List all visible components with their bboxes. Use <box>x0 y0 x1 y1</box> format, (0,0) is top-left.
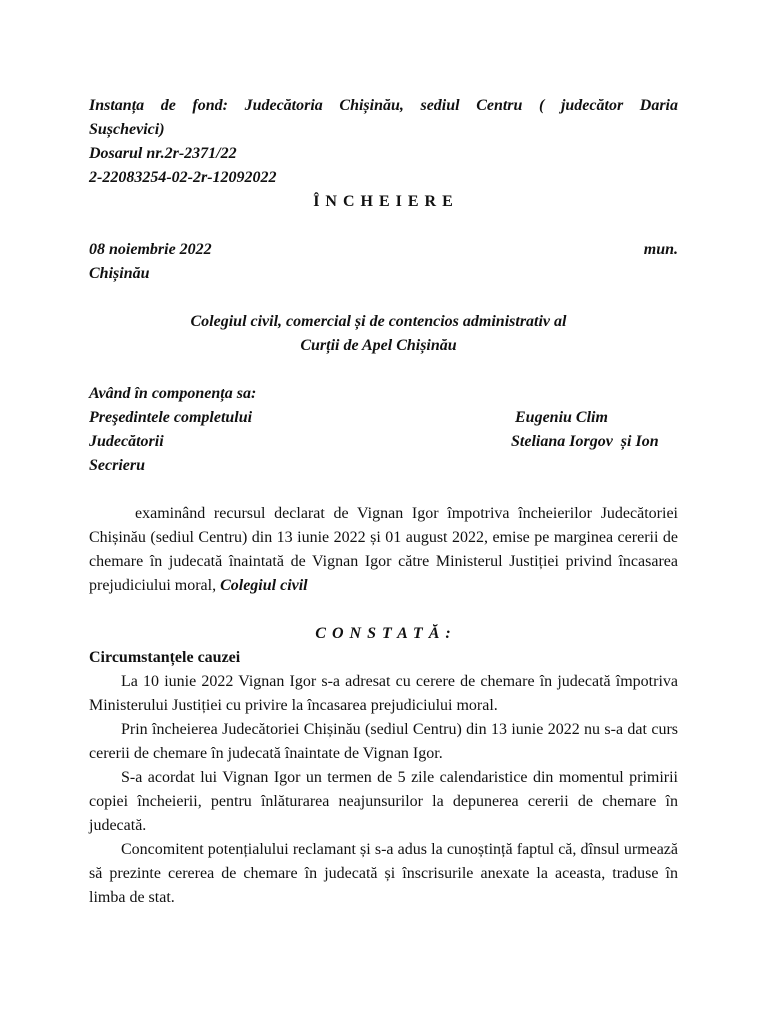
municipality-abbrev: mun. <box>643 241 678 258</box>
constata-heading: C O N S T A T Ă : <box>315 625 452 642</box>
intro-paragraph <box>89 502 678 598</box>
president-row <box>89 406 678 430</box>
college-line-2: Curții de Apel Chișinău <box>300 337 457 354</box>
case-header <box>89 94 678 190</box>
document-date: 08 noiembrie 2022 <box>89 241 212 258</box>
college-line-1: Colegiul civil, comercial și de contencios administrativ al <box>190 313 567 330</box>
president-label: Preşedintele completului <box>89 409 253 426</box>
document-title: Î N C H E I E R E <box>313 193 454 210</box>
date-row <box>89 238 678 262</box>
judges-names: Steliana Iorgov și Ion <box>511 433 659 450</box>
judges-row <box>89 430 678 454</box>
paragraph-1: La 10 iunie 2022 Vignan Igor s-a adresat cu cerere de chemare în judecată împotriva Ministerului Justiției cu privire la încasarea prejudiciului moral. <box>89 673 678 714</box>
paragraph-2: Prin încheierea Judecătoriei Chișinău (sediul Centru) din 13 iunie 2022 nu s-a dat curs cererii de chemare în judecată înaintate de Vignan Igor. <box>89 721 678 762</box>
court-line-1: Instanța de fond: Judecătoria Chișinău, sediul Centru ( judecător Daria <box>89 97 678 114</box>
court-line-2: Sușchevici) <box>89 121 165 138</box>
case-number: Dosarul nr.2r-2371/22 <box>89 145 237 162</box>
president-name: Eugeniu Clim <box>515 409 608 426</box>
composition-heading: Având în componența sa: <box>89 385 257 402</box>
intro-bold-tail: Colegiul civil <box>220 577 308 594</box>
paragraph-3: S-a acordat lui Vignan Igor un termen de 5 zile calendaristice din momentul primirii copiei încheierii, pentru înlăturarea neajunsurilor la depunerea cererii de chemare în judecată. <box>89 769 678 834</box>
judges-names-cont: Secrieru <box>89 457 145 474</box>
judges-label: Judecătorii <box>89 433 164 450</box>
document-page <box>89 94 678 910</box>
case-id: 2-22083254-02-2r-12092022 <box>89 169 277 186</box>
paragraph-4: Concomitent potențialului reclamant și s-a adus la cunoștință faptul că, dînsul urmează să prezinte cererea de chemare în judecată și înscrisurile anexate la aceasta, traduse în limba de stat. <box>89 841 678 906</box>
document-city: Chișinău <box>89 265 150 282</box>
intro-text: examinând recursul declarat de Vignan Igor împotriva încheierilor Judecătoriei Chișinău (sediul Centru) din 13 iunie 2022 și 01 august 2022, emise pe marginea cererii de chemare în judecată înaintată de Vignan Igor către Ministerul Justiției privind încasarea prejudiciului moral, <box>89 505 678 594</box>
section-heading: Circumstanțele cauzei <box>89 649 241 666</box>
